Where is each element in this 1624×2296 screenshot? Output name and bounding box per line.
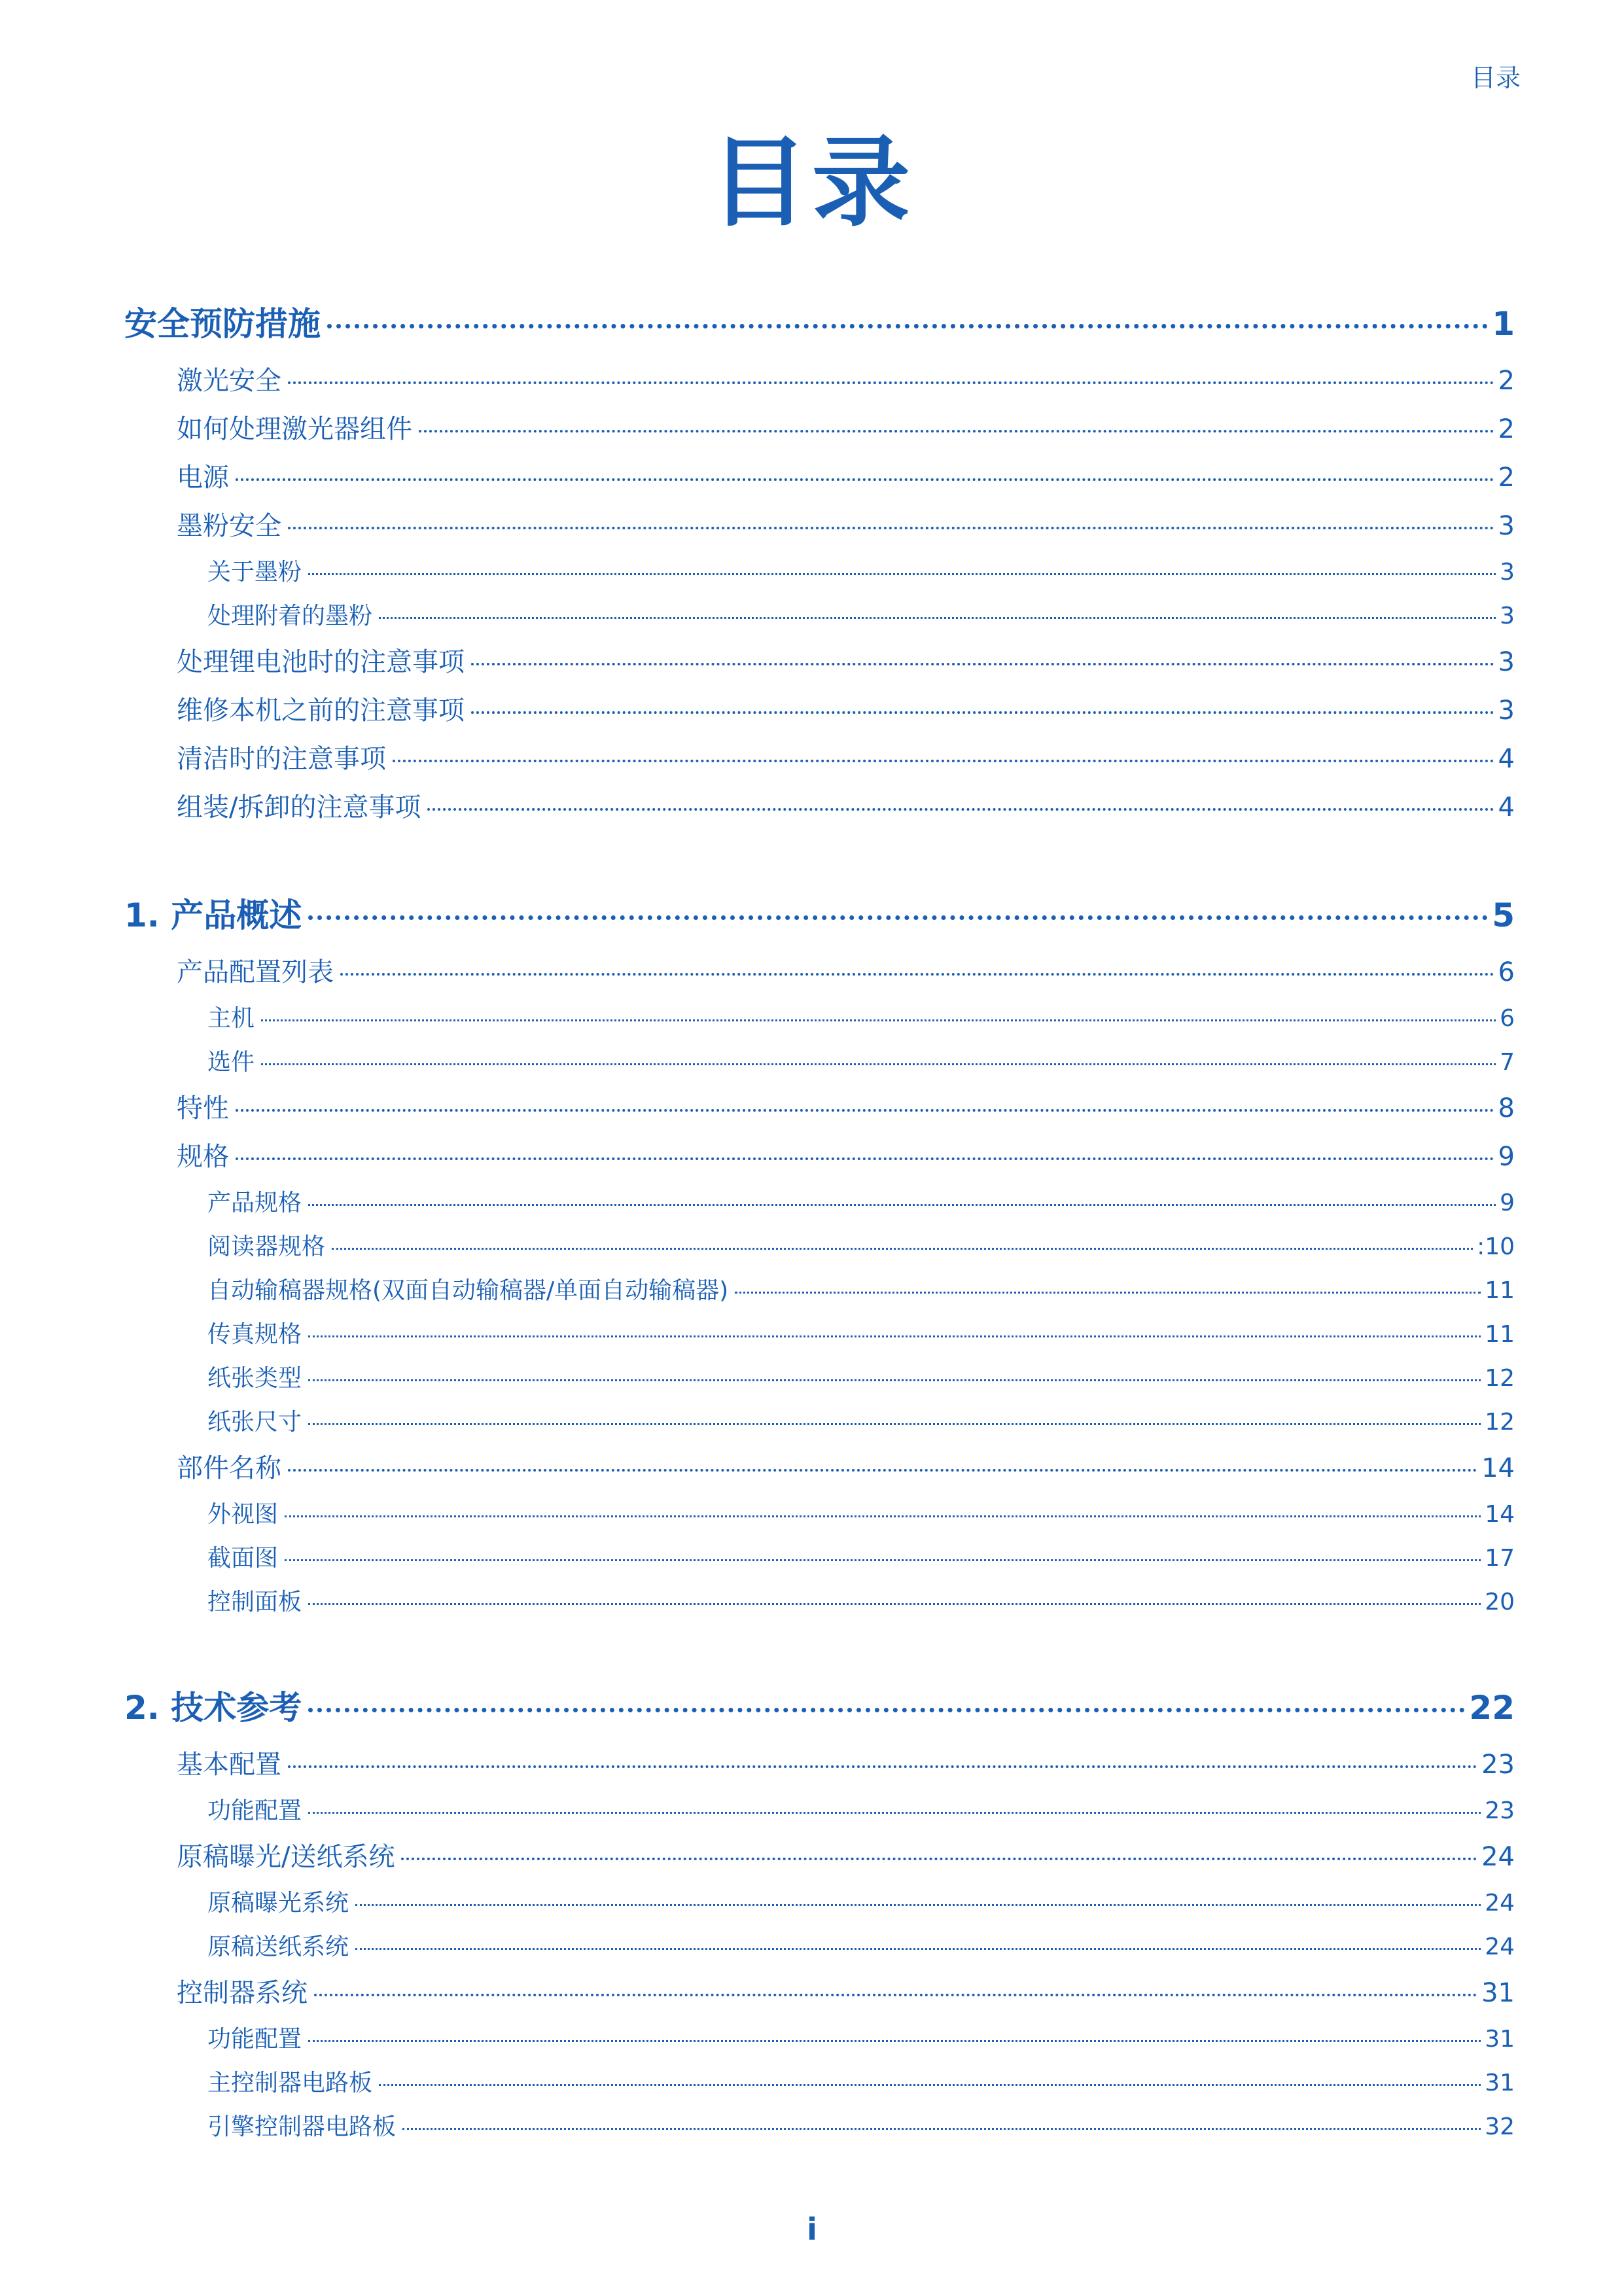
toc-entry-page: 4 (1498, 792, 1515, 822)
toc-entry-label: 原稿曝光/送纸系统 (177, 1842, 395, 1872)
toc-heading-label: 安全预防措施 (124, 305, 321, 343)
toc-entry-label: 维修本机之前的注意事项 (177, 696, 465, 726)
toc-entry-page: 32 (1485, 2113, 1515, 2140)
dot-leader (308, 1335, 1481, 1337)
table-of-contents (124, 291, 1515, 2149)
toc-entry-label: 处理附着的墨粉 (207, 603, 373, 629)
toc-subentry[interactable] (124, 1040, 1515, 1084)
toc-entry-label: 墨粉安全 (177, 511, 281, 541)
toc-section-heading[interactable] (124, 1675, 1515, 1740)
toc-entry-page: 9 (1498, 1142, 1515, 1172)
dot-leader (471, 663, 1494, 665)
toc-entry[interactable] (124, 405, 1515, 453)
toc-heading-page: 22 (1469, 1689, 1515, 1727)
toc-entry-page: 6 (1500, 1005, 1515, 1032)
toc-subentry[interactable] (124, 2061, 1515, 2105)
toc-entry-page: 4 (1498, 744, 1515, 774)
toc-entry-page: 12 (1485, 1409, 1515, 1436)
dot-leader (308, 1423, 1481, 1425)
toc-heading-label: 2. 技术参考 (124, 1689, 302, 1727)
toc-entry-label: 功能配置 (207, 1797, 302, 1824)
dot-leader (427, 808, 1494, 811)
toc-entry-page: :10 (1477, 1233, 1515, 1260)
toc-entry-label: 如何处理激光器组件 (177, 414, 412, 444)
dot-leader (288, 1469, 1477, 1472)
dot-leader (288, 527, 1494, 529)
toc-subentry[interactable] (124, 1925, 1515, 1969)
dot-leader (402, 2128, 1481, 2130)
toc-entry-page: 3 (1498, 696, 1515, 726)
dot-leader (308, 1812, 1481, 1814)
toc-entry-label: 引擎控制器电路板 (207, 2113, 397, 2140)
toc-heading-label: 1. 产品概述 (124, 896, 302, 934)
toc-entry-label: 原稿曝光系统 (207, 1890, 349, 1916)
toc-subentry[interactable] (124, 2105, 1515, 2149)
toc-entry-label: 规格 (177, 1142, 229, 1172)
toc-entry-label: 组装/拆卸的注意事项 (177, 792, 421, 822)
toc-entry-page: 14 (1481, 1453, 1515, 1483)
dot-leader (471, 711, 1494, 714)
toc-entry-label: 主控制器电路板 (207, 2070, 373, 2096)
dot-leader (261, 1063, 1496, 1065)
toc-entry[interactable] (124, 453, 1515, 502)
dot-leader (355, 1904, 1481, 1906)
toc-entry[interactable] (124, 1084, 1515, 1133)
dot-leader (393, 760, 1494, 762)
toc-entry-page: 7 (1500, 1049, 1515, 1076)
toc-entry-page: 2 (1498, 414, 1515, 444)
toc-subentry[interactable] (124, 1269, 1515, 1313)
toc-entry-label: 特性 (177, 1093, 229, 1123)
toc-subentry[interactable] (124, 594, 1515, 638)
toc-entry-page: 8 (1498, 1093, 1515, 1123)
toc-section-heading[interactable] (124, 291, 1515, 357)
toc-entry-label: 基本配置 (177, 1750, 281, 1780)
toc-subentry[interactable] (124, 1225, 1515, 1269)
toc-entry-label: 原稿送纸系统 (207, 1934, 349, 1960)
toc-entry-label: 产品规格 (207, 1190, 302, 1216)
dot-leader (285, 1559, 1481, 1561)
toc-entry-label: 产品配置列表 (177, 957, 334, 987)
toc-entry-page: 3 (1500, 603, 1515, 629)
section-spacer (124, 832, 1515, 883)
toc-entry-page: 2 (1498, 366, 1515, 396)
toc-entry-page: 23 (1485, 1797, 1515, 1824)
toc-entry-label: 清洁时的注意事项 (177, 744, 386, 774)
toc-entry[interactable] (124, 1969, 1515, 2017)
toc-entry-page: 24 (1485, 1934, 1515, 1960)
toc-section (124, 1675, 1515, 2149)
toc-entry-label: 控制面板 (207, 1589, 302, 1616)
toc-entry[interactable] (124, 1833, 1515, 1881)
toc-subentry[interactable] (124, 1400, 1515, 1444)
dot-leader (340, 973, 1494, 976)
toc-entry-page: 3 (1498, 647, 1515, 677)
toc-entry-page: 24 (1485, 1890, 1515, 1916)
toc-entry-label: 阅读器规格 (207, 1233, 326, 1260)
dot-leader (236, 478, 1494, 481)
dot-leader (288, 381, 1494, 384)
dot-leader (308, 915, 1488, 920)
toc-entry[interactable] (124, 502, 1515, 550)
dot-leader (308, 1708, 1465, 1712)
toc-entry-label: 主机 (207, 1005, 255, 1032)
page-title: 目录 (709, 126, 914, 240)
toc-entry-page: 14 (1485, 1501, 1515, 1528)
toc-entry-page: 3 (1500, 559, 1515, 586)
toc-entry-label: 控制器系统 (177, 1978, 308, 2008)
toc-entry-label: 关于墨粉 (207, 559, 302, 586)
toc-section (124, 883, 1515, 1624)
toc-heading-page: 1 (1492, 305, 1515, 343)
toc-entry-page: 23 (1481, 1750, 1515, 1780)
toc-entry-page: 11 (1485, 1321, 1515, 1348)
dot-leader (308, 2040, 1481, 2042)
dot-leader (379, 2084, 1481, 2086)
toc-subentry[interactable] (124, 997, 1515, 1040)
toc-entry-page: 2 (1498, 463, 1515, 493)
dot-leader (379, 617, 1496, 619)
toc-entry-page: 17 (1485, 1545, 1515, 1572)
toc-entry-label: 传真规格 (207, 1321, 302, 1348)
toc-entry[interactable] (124, 948, 1515, 997)
toc-entry[interactable] (124, 783, 1515, 832)
toc-section (124, 291, 1515, 832)
toc-entry-label: 截面图 (207, 1545, 279, 1572)
dot-leader (355, 1948, 1481, 1950)
dot-leader (332, 1248, 1473, 1250)
dot-leader (735, 1292, 1481, 1294)
dot-leader (308, 573, 1496, 575)
toc-subentry[interactable] (124, 1580, 1515, 1624)
toc-entry-page: 31 (1485, 2070, 1515, 2096)
toc-entry-page: 12 (1485, 1365, 1515, 1392)
dot-leader (261, 1019, 1496, 1021)
toc-entry[interactable] (124, 686, 1515, 735)
toc-subentry[interactable] (124, 2017, 1515, 2061)
toc-entry[interactable] (124, 1133, 1515, 1181)
dot-leader (314, 1994, 1477, 1996)
toc-subentry[interactable] (124, 550, 1515, 594)
toc-entry[interactable] (124, 1740, 1515, 1789)
toc-heading-page: 5 (1492, 896, 1515, 934)
toc-subentry[interactable] (124, 1492, 1515, 1536)
toc-entry[interactable] (124, 357, 1515, 405)
dot-leader (401, 1858, 1477, 1860)
toc-subentry[interactable] (124, 1881, 1515, 1925)
toc-entry[interactable] (124, 1444, 1515, 1492)
toc-entry-page: 9 (1500, 1190, 1515, 1216)
toc-entry-label: 电源 (177, 463, 229, 493)
toc-entry-label: 激光安全 (177, 366, 281, 396)
toc-subentry[interactable] (124, 1313, 1515, 1356)
section-spacer (124, 1624, 1515, 1675)
toc-subentry[interactable] (124, 1356, 1515, 1400)
toc-entry-page: 20 (1485, 1589, 1515, 1616)
toc-entry-page: 6 (1498, 957, 1515, 987)
toc-entry-page: 31 (1485, 2026, 1515, 2053)
toc-entry-page: 24 (1481, 1842, 1515, 1872)
dot-leader (285, 1515, 1481, 1517)
toc-subentry[interactable] (124, 1181, 1515, 1225)
dot-leader (236, 1157, 1494, 1160)
toc-entry-label: 外视图 (207, 1501, 279, 1528)
toc-section-heading[interactable] (124, 883, 1515, 948)
dot-leader (236, 1109, 1494, 1112)
toc-entry-label: 功能配置 (207, 2026, 302, 2053)
dot-leader (327, 324, 1488, 328)
toc-subentry[interactable] (124, 1536, 1515, 1580)
running-header: 目录 (1470, 63, 1521, 92)
toc-entry-label: 部件名称 (177, 1453, 281, 1483)
toc-entry-page: 11 (1485, 1277, 1515, 1304)
toc-entry-label: 选件 (207, 1049, 255, 1076)
page-number: i (807, 2212, 817, 2247)
toc-entry[interactable] (124, 735, 1515, 783)
toc-entry-label: 处理锂电池时的注意事项 (177, 647, 465, 677)
dot-leader (288, 1765, 1477, 1768)
dot-leader (308, 1379, 1481, 1381)
toc-entry-label: 自动输稿器规格(双面自动输稿器/单面自动输稿器) (207, 1277, 729, 1304)
toc-entry-page: 31 (1481, 1978, 1515, 2008)
toc-entry-label: 纸张尺寸 (207, 1409, 302, 1436)
dot-leader (419, 430, 1494, 433)
toc-entry-label: 纸张类型 (207, 1365, 302, 1392)
dot-leader (308, 1603, 1481, 1605)
toc-subentry[interactable] (124, 1789, 1515, 1833)
dot-leader (308, 1204, 1496, 1206)
toc-entry-page: 3 (1498, 511, 1515, 541)
toc-entry[interactable] (124, 638, 1515, 686)
